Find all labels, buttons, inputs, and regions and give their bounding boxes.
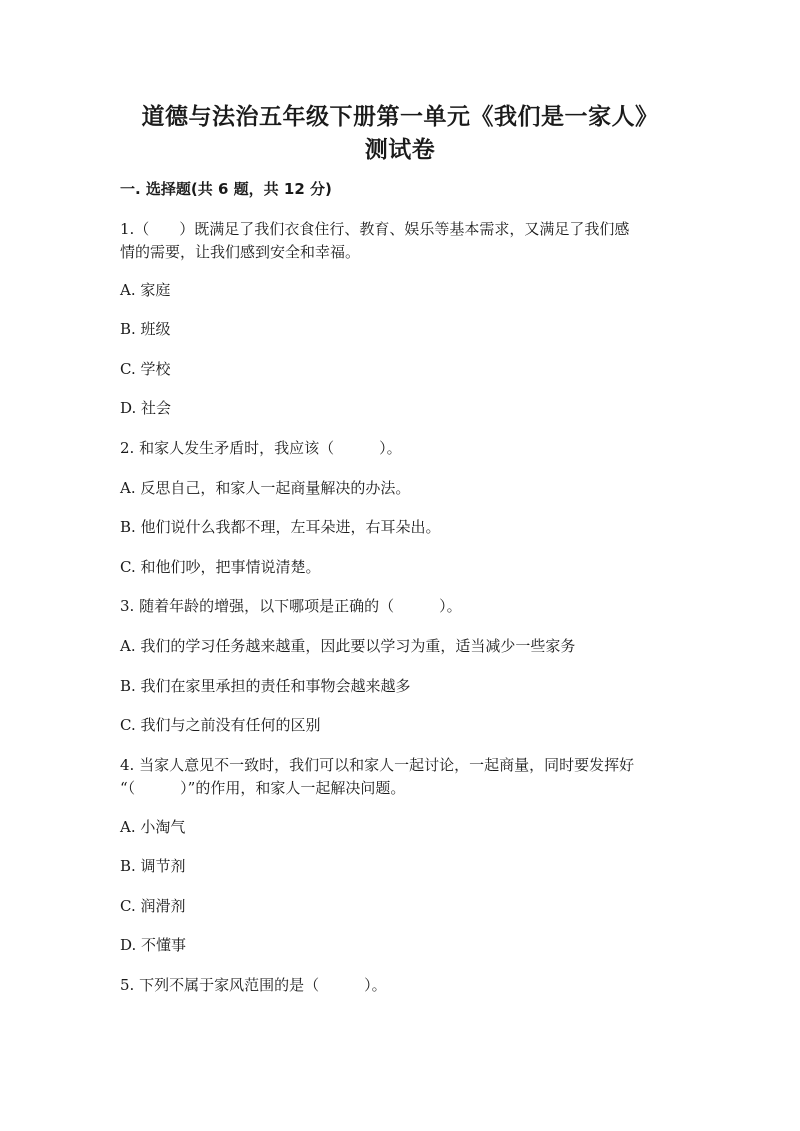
question-1-stem-line-2: 情的需要，让我们感到安全和幸福。 — [120, 243, 361, 261]
question-2-option-a: A. 反思自己，和家人一起商量解决的办法。 — [120, 479, 411, 497]
question-1-option-d: D. 社会 — [120, 399, 172, 417]
question-4-option-a: A. 小淘气 — [120, 818, 186, 836]
question-2-option-b: B. 他们说什么我都不理，左耳朵进，右耳朵出。 — [120, 518, 441, 536]
question-1-option-b: B. 班级 — [120, 320, 171, 338]
section-heading: 一. 选择题(共 6 题，共 12 分) — [120, 180, 332, 198]
question-4-option-c: C. 润滑剂 — [120, 897, 186, 915]
question-2-option-c: C. 和他们吵，把事情说清楚。 — [120, 558, 321, 576]
document-title-line-1: 道德与法治五年级下册第一单元《我们是一家人》 — [141, 104, 659, 130]
question-4-option-d: D. 不懂事 — [120, 936, 187, 954]
question-1-option-c: C. 学校 — [120, 360, 171, 378]
question-3-option-a: A. 我们的学习任务越来越重，因此要以学习为重，适当减少一些家务 — [120, 637, 576, 655]
question-3-option-b: B. 我们在家里承担的责任和事物会越来越多 — [120, 677, 411, 695]
question-1-stem-line-1: 1.（ ）既满足了我们衣食住行、教育、娱乐等基本需求，又满足了我们感 — [120, 220, 630, 238]
question-4-stem-line-1: 4. 当家人意见不一致时，我们可以和家人一起讨论，一起商量，同时要发挥好 — [120, 756, 635, 774]
question-3-option-c: C. 我们与之前没有任何的区别 — [120, 716, 321, 734]
question-2-stem: 2. 和家人发生矛盾时，我应该（ ）。 — [120, 439, 402, 457]
document-title-line-2: 测试卷 — [364, 137, 436, 163]
question-4-stem-line-2: “（ ）”的作用，和家人一起解决问题。 — [120, 779, 406, 797]
question-4-option-b: B. 调节剂 — [120, 857, 186, 875]
question-5-stem: 5. 下列不属于家风范围的是（ ）。 — [120, 976, 387, 994]
question-1-option-a: A. 家庭 — [120, 281, 171, 299]
question-3-stem: 3. 随着年龄的增强，以下哪项是正确的（ ）。 — [120, 597, 462, 615]
